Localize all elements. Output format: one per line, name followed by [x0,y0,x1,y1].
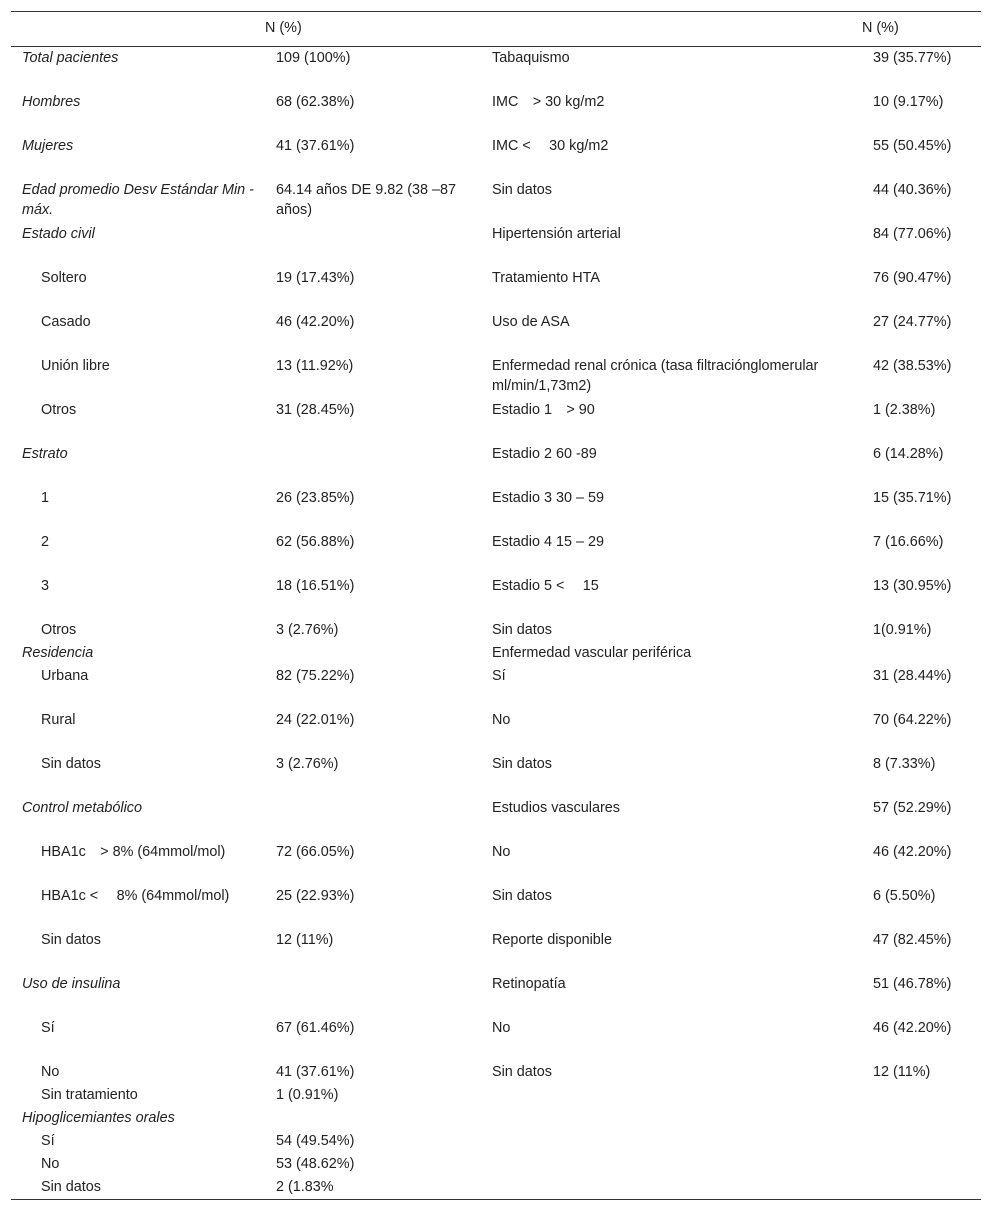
row-label-right [481,135,862,179]
row-value-right-text: 6 (14.28%) [873,445,944,462]
row-value [265,1084,481,1107]
row-value-text: 41 (37.61%) [276,1063,355,1080]
table-row [11,575,981,619]
row-label [11,973,265,1017]
row-value-right-text: 6 (5.50%) [873,887,936,904]
row-label-text: HBA1c < 8% (64mmol/mol) [41,887,230,904]
row-label [11,1176,265,1200]
row-label-right-text: IMC > 30 kg/m2 [492,93,605,110]
row-value-text: 64.14 años DE 9.82 (38 –87 años) [276,181,457,218]
row-value [265,973,481,1017]
row-value-right-text: 70 (64.22%) [873,711,952,728]
row-label-right [481,665,862,709]
row-value-text: 13 (11.92%) [276,357,354,374]
row-value-right [862,1107,981,1130]
row-label-text: Urbana [41,667,89,684]
row-value-right [862,973,981,1017]
row-label-right [481,885,862,929]
table-row [11,135,981,179]
row-label-text: Hombres [22,93,81,110]
row-value-right [862,642,981,665]
row-label-right [481,797,862,841]
row-value-text: 68 (62.38%) [276,93,355,110]
row-label-right [481,1153,862,1176]
row-label-right [481,179,862,223]
row-label [11,1107,265,1130]
row-label [11,355,265,399]
row-value-right [862,179,981,223]
row-label-text: HBA1c > 8% (64mmol/mol) [41,843,226,860]
row-value [265,223,481,267]
row-value-right [862,135,981,179]
header-col3 [481,12,862,47]
row-value-right [862,487,981,531]
row-label-right [481,311,862,355]
row-label-right-text: Estadio 5 < 15 [492,577,599,594]
row-label-right [481,709,862,753]
table-row [11,487,981,531]
row-label [11,665,265,709]
patient-characteristics-table [11,11,981,1200]
row-value-right [862,1084,981,1107]
row-value [265,1017,481,1061]
row-value-right [862,46,981,91]
row-label-right-text: Hipertensión arterial [492,225,621,242]
row-label-text: 2 [41,533,50,550]
table-row [11,1107,981,1130]
row-label-right-text: Sin datos [492,621,553,638]
row-label-right [481,929,862,973]
row-label-text: Otros [41,621,77,638]
row-value-text: 2 (1.83% [276,1178,334,1195]
row-label-text: Sin datos [41,1178,102,1195]
row-value [265,355,481,399]
row-label-right-text: Estadio 2 60 -89 [492,445,597,462]
row-label [11,642,265,665]
row-label [11,1153,265,1176]
table-row [11,399,981,443]
row-value [265,1061,481,1084]
row-label-text: No [41,1155,60,1172]
row-label [11,1017,265,1061]
row-label-right [481,443,862,487]
table-row [11,929,981,973]
row-label-text: Mujeres [22,137,74,154]
table-row [11,753,981,797]
row-value-right [862,223,981,267]
row-label-right-text: Sin datos [492,1063,553,1080]
row-label-text: Sin datos [41,755,102,772]
row-label-text: Estrato [22,445,68,462]
row-label-right [481,1176,862,1200]
row-label-right [481,531,862,575]
row-label-right [481,355,862,399]
row-value [265,929,481,973]
row-value-right-text: 57 (52.29%) [873,799,952,816]
row-label-right [481,1061,862,1084]
row-label-text: Estado civil [22,225,95,242]
table-row [11,1017,981,1061]
row-value-right-text: 42 (38.53%) [873,357,952,374]
row-value-right [862,619,981,642]
row-value-text: 18 (16.51%) [276,577,355,594]
row-label-right-text: Sin datos [492,755,553,772]
row-label [11,929,265,973]
row-value-text: 82 (75.22%) [276,667,355,684]
row-label [11,575,265,619]
row-label [11,841,265,885]
row-label-text: Unión libre [41,357,110,374]
table-row [11,1084,981,1107]
row-label-right-text: Estadio 3 30 – 59 [492,489,605,506]
row-value-right [862,753,981,797]
row-value-right-text: 39 (35.77%) [873,49,952,66]
row-label-right [481,46,862,91]
row-label-text: Uso de insulina [22,975,121,992]
row-value-right [862,1176,981,1200]
row-label-right [481,1084,862,1107]
row-label-right-text: No [492,843,511,860]
row-value [265,665,481,709]
row-value-right-text: 44 (40.36%) [873,181,952,198]
row-label-right-text: Tratamiento HTA [492,269,600,286]
row-value [265,642,481,665]
row-label [11,531,265,575]
row-value [265,46,481,91]
row-value-text: 3 (2.76%) [276,621,339,638]
row-label-text: No [41,1063,60,1080]
row-label [11,753,265,797]
row-value-right-text: 31 (28.44%) [873,667,952,684]
row-value [265,1176,481,1200]
row-value-text: 62 (56.88%) [276,533,355,550]
row-value [265,1130,481,1153]
row-label-right-text: Enfermedad vascular periférica [492,644,692,661]
row-label-text: Total pacientes [22,49,119,66]
row-label [11,267,265,311]
row-label [11,1084,265,1107]
row-value-text: 109 (100%) [276,49,351,66]
row-label-text: Sí [41,1132,55,1149]
row-value-right-text: 7 (16.66%) [873,533,944,550]
table-row [11,709,981,753]
row-value [265,443,481,487]
row-label-right [481,973,862,1017]
row-label-right-text: Uso de ASA [492,313,570,330]
row-label-text: Rural [41,711,76,728]
row-label-right-text: Reporte disponible [492,931,613,948]
row-label-right-text: Enfermedad renal crónica (tasa filtraciónglomerular ml/min/1,73m2) [492,357,819,394]
row-value-text: 26 (23.85%) [276,489,355,506]
row-label-right [481,267,862,311]
row-value [265,311,481,355]
row-label-right [481,399,862,443]
table-row [11,179,981,223]
row-label-text: Sin tratamiento [41,1086,138,1103]
row-value-right [862,1017,981,1061]
row-value-text: 12 (11%) [276,931,334,948]
row-label-right-text: Sin datos [492,181,553,198]
table-body [11,46,981,1199]
row-value-right [862,399,981,443]
row-value-right [862,355,981,399]
row-value [265,709,481,753]
row-value-right [862,709,981,753]
row-value-text: 72 (66.05%) [276,843,355,860]
row-label-text: Edad promedio Desv Estándar Min - máx. [22,181,254,218]
row-value-right-text: 15 (35.71%) [873,489,952,506]
row-label-right-text: IMC < 30 kg/m2 [492,137,609,154]
row-value-right-text: 8 (7.33%) [873,755,936,772]
row-value [265,885,481,929]
row-value [265,135,481,179]
row-value-text: 54 (49.54%) [276,1132,355,1149]
row-label [11,709,265,753]
row-label-text: 3 [41,577,50,594]
row-value [265,91,481,135]
row-label-text: 1 [41,489,50,506]
row-value-right-text: 1(0.91%) [873,621,932,638]
row-value-right [862,443,981,487]
row-value [265,1153,481,1176]
row-label [11,179,265,223]
row-label-right [481,753,862,797]
header-col1 [11,12,265,47]
row-label-text: Sí [41,1019,55,1036]
row-value-text: 41 (37.61%) [276,137,355,154]
row-value [265,753,481,797]
row-value-right-text: 1 (2.38%) [873,401,936,418]
row-value-text: 31 (28.45%) [276,401,355,418]
row-value-text: 53 (48.62%) [276,1155,355,1172]
row-label-right [481,575,862,619]
row-value-text: 1 (0.91%) [276,1086,339,1103]
row-label-right [481,619,862,642]
table-header [11,12,981,47]
row-label-right-text: Sin datos [492,887,553,904]
row-value-text: 19 (17.43%) [276,269,355,286]
row-label-right-text: Estadio 4 15 – 29 [492,533,605,550]
row-value [265,797,481,841]
table-container [11,11,981,1200]
table-row [11,841,981,885]
row-label-text: Otros [41,401,77,418]
row-value [265,841,481,885]
row-label [11,223,265,267]
row-value-right [862,1153,981,1176]
row-value-right [862,267,981,311]
table-row [11,311,981,355]
row-value-right [862,531,981,575]
table-row [11,1153,981,1176]
row-value [265,575,481,619]
row-value-right [862,797,981,841]
row-value-text: 67 (61.46%) [276,1019,355,1036]
row-label [11,1061,265,1084]
row-label [11,399,265,443]
row-label [11,311,265,355]
row-value-right [862,885,981,929]
row-label-right [481,91,862,135]
row-value-right-text: 46 (42.20%) [873,1019,952,1036]
row-label-right-text: Retinopatía [492,975,566,992]
row-label-right-text: No [492,1019,511,1036]
row-value-text: 25 (22.93%) [276,887,355,904]
row-label-right-text: No [492,711,511,728]
row-label-right [481,1017,862,1061]
row-value-right [862,311,981,355]
row-value [265,487,481,531]
row-value-text: 46 (42.20%) [276,313,355,330]
header-col2: N (%) [265,20,302,36]
table-row [11,665,981,709]
row-label [11,487,265,531]
table-row [11,619,981,642]
row-value [265,399,481,443]
row-value [265,267,481,311]
row-value-right [862,841,981,885]
row-label-right-text: Sí [492,667,506,684]
row-value-right [862,929,981,973]
row-value [265,179,481,223]
table-row [11,642,981,665]
row-label-text: Casado [41,313,91,330]
row-value-right-text: 10 (9.17%) [873,93,944,110]
row-label [11,885,265,929]
header-row [11,12,981,47]
row-label-right-text: Tabaquismo [492,49,570,66]
row-value-right-text: 55 (50.45%) [873,137,952,154]
row-label-right [481,841,862,885]
row-label-right [481,487,862,531]
row-value [265,531,481,575]
row-label-text: Residencia [22,644,94,661]
row-value-right [862,1130,981,1153]
row-value-right-text: 76 (90.47%) [873,269,952,286]
row-label-text: Control metabólico [22,799,142,816]
table-row [11,1130,981,1153]
row-label [11,91,265,135]
row-label-right [481,642,862,665]
table-row [11,223,981,267]
table-row [11,1061,981,1084]
table-row [11,1176,981,1200]
row-value-right-text: 13 (30.95%) [873,577,952,594]
header-col4: N (%) [862,20,899,36]
row-label [11,619,265,642]
row-value-right [862,1061,981,1084]
row-value-right-text: 27 (24.77%) [873,313,952,330]
row-value-right-text: 46 (42.20%) [873,843,952,860]
row-label [11,1130,265,1153]
row-value [265,1107,481,1130]
table-row [11,885,981,929]
row-value-right [862,665,981,709]
table-row [11,797,981,841]
row-label [11,443,265,487]
row-value-right-text: 47 (82.45%) [873,931,952,948]
row-label [11,135,265,179]
row-value-text: 24 (22.01%) [276,711,355,728]
row-value-right-text: 84 (77.06%) [873,225,952,242]
table-row [11,91,981,135]
table-row [11,443,981,487]
row-label [11,46,265,91]
row-value [265,619,481,642]
row-value-text: 3 (2.76%) [276,755,339,772]
table-row [11,355,981,399]
row-label [11,797,265,841]
row-label-text: Soltero [41,269,87,286]
table-row [11,973,981,1017]
table-row [11,46,981,91]
row-label-right-text: Estadio 1 > 90 [492,401,595,418]
row-value-right-text: 12 (11%) [873,1063,931,1080]
row-value-right [862,575,981,619]
row-label-text: Hipoglicemiantes orales [22,1109,175,1126]
row-label-right [481,1130,862,1153]
row-label-right-text: Estudios vasculares [492,799,620,816]
table-row [11,267,981,311]
row-value-right [862,91,981,135]
row-label-right [481,223,862,267]
row-value-right-text: 51 (46.78%) [873,975,952,992]
row-label-text: Sin datos [41,931,102,948]
table-row [11,531,981,575]
row-label-right [481,1107,862,1130]
